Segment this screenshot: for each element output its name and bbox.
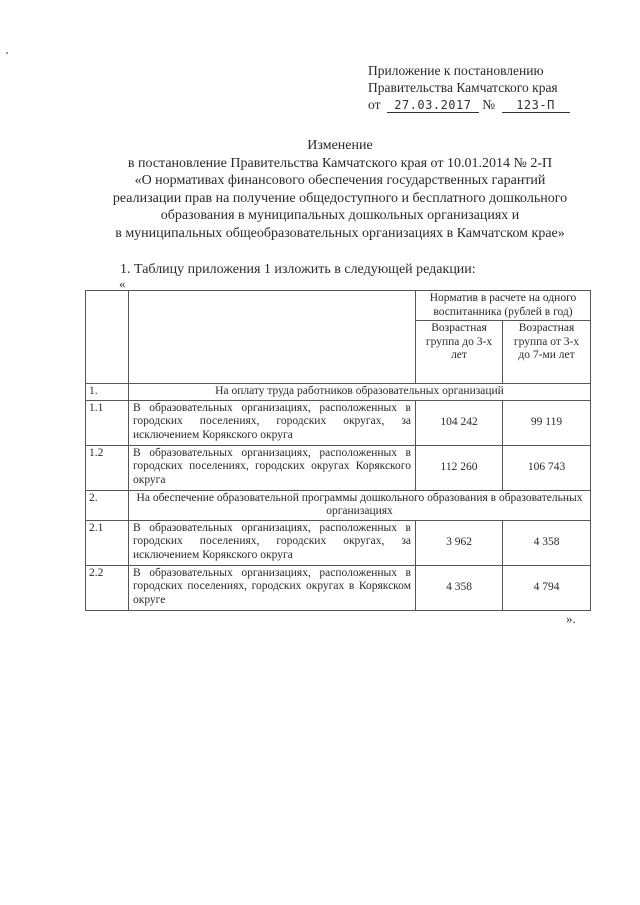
- value-3-to-7: 4 358: [503, 520, 591, 565]
- decree-number: 123-П: [502, 98, 570, 113]
- row-number: 2.1: [86, 520, 129, 565]
- document-title: [80, 137, 600, 242]
- value-under-3: 104 242: [416, 400, 503, 445]
- value-3-to-7: 106 743: [503, 445, 591, 490]
- table-row: [86, 565, 591, 610]
- open-quote: «: [119, 276, 126, 291]
- value-under-3: 112 260: [416, 445, 503, 490]
- section-row: [86, 384, 591, 401]
- appendix-header: [368, 62, 570, 113]
- header-blank-num: [86, 291, 129, 384]
- close-quote: ».: [566, 611, 576, 626]
- value-3-to-7: 4 794: [503, 565, 591, 610]
- row-description: В образовательных организациях, расположенных в городских поселениях, городских округах, за исключением Корякского округа: [129, 520, 416, 565]
- table-row: [86, 520, 591, 565]
- standards-table: [85, 290, 591, 611]
- title-line-4: образования в муниципальных дошкольных организациях и: [160, 208, 520, 223]
- header-blank-desc: [129, 291, 416, 384]
- row-number: 2.2: [86, 565, 129, 610]
- row-description: В образовательных организациях, расположенных в городских поселениях, городских округах в Корякском округе: [129, 565, 416, 610]
- from-label: от: [368, 97, 381, 112]
- appendix-line-1: Приложение к постановлению: [368, 63, 544, 78]
- row-number: 1.2: [86, 445, 129, 490]
- header-age-under-3: Возрастная группа до 3-х лет: [416, 321, 503, 384]
- row-number: 1.1: [86, 400, 129, 445]
- appendix-date-line: [368, 96, 570, 113]
- value-under-3: 3 962: [416, 520, 503, 565]
- section-row: [86, 490, 591, 520]
- value-under-3: 4 358: [416, 565, 503, 610]
- title-line-3: реализации прав на получение общедоступного и бесплатного дошкольного: [112, 190, 568, 206]
- value-3-to-7: 99 119: [503, 400, 591, 445]
- section-number: 2.: [86, 490, 129, 520]
- row-description: В образовательных организациях, расположенных в городских поселениях, городских округах, за исключением Корякского округа: [129, 400, 416, 445]
- intro-paragraph: 1. Таблицу приложения 1 изложить в следующей редакции:: [120, 262, 476, 277]
- section-number: 1.: [86, 384, 129, 401]
- title-heading: Изменение: [307, 138, 373, 153]
- decree-date: 27.03.2017: [387, 98, 479, 113]
- appendix-line-2: Правительства Камчатского края: [368, 80, 558, 95]
- number-label: №: [482, 97, 496, 112]
- header-age-3-to-7: Возрастная группа от 3-х до 7-ми лет: [503, 321, 591, 384]
- title-line-5: в муниципальных общеобразовательных организациях в Камчатском крае»: [115, 225, 565, 241]
- section-title: На оплату труда работников образовательных организаций: [129, 384, 591, 401]
- scan-speck: [6, 52, 8, 54]
- title-line-2: «О нормативах финансового обеспечения государственных гарантий: [134, 173, 546, 188]
- title-line-1: в постановление Правительства Камчатского края от 10.01.2014 № 2-П: [127, 155, 553, 171]
- row-description: В образовательных организациях, расположенных в городских поселениях, городских округах Корякского округа: [129, 445, 416, 490]
- table-row: [86, 445, 591, 490]
- header-standard: Норматив в расчете на одного воспитанника (рублей в год): [416, 291, 591, 321]
- section-title: На обеспечение образовательной программы дошкольного образования в образовательных организациях: [129, 490, 591, 520]
- table-row: [86, 400, 591, 445]
